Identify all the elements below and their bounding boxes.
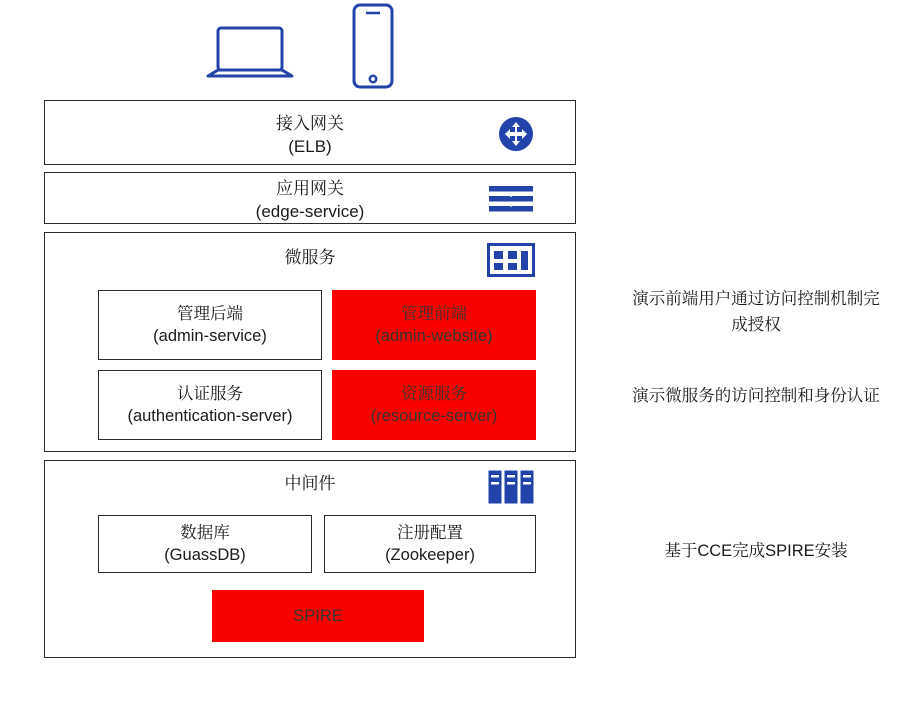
laptop-icon xyxy=(204,24,296,91)
service-admin-service-name: 管理后端 xyxy=(177,304,243,323)
annotation-spire-installation: 基于CCE完成SPIRE安装 xyxy=(664,542,848,560)
annotation-frontend-authorization: 演示前端用户通过访问控制机制完成授权 xyxy=(632,290,880,335)
layer-access-gateway-title xyxy=(45,113,575,159)
service-spire[interactable] xyxy=(212,590,424,642)
database-servers-icon xyxy=(487,469,535,510)
service-registry-config-name: 注册配置 xyxy=(397,523,463,542)
service-resource-server-sub: (resource-server) xyxy=(370,407,498,425)
service-registry-config[interactable] xyxy=(324,515,536,573)
annotation-microservice-access-control: 演示微服务的访问控制和身份认证 xyxy=(632,387,880,405)
service-authentication-server-name: 认证服务 xyxy=(177,384,243,403)
service-spire-name: SPIRE xyxy=(293,606,343,625)
service-admin-website[interactable] xyxy=(332,290,536,360)
service-database-sub: (GuassDB) xyxy=(164,546,246,564)
layer-application-gateway-name: 应用网关 xyxy=(276,179,344,198)
layer-access-gateway-sub: (ELB) xyxy=(288,136,332,156)
service-admin-service[interactable] xyxy=(98,290,322,360)
layer-application-gateway[interactable] xyxy=(44,172,576,224)
layer-access-gateway-name: 接入网关 xyxy=(276,114,344,133)
service-authentication-server[interactable] xyxy=(98,370,322,440)
layer-microservices-name: 微服务 xyxy=(284,248,336,267)
layer-access-gateway[interactable] xyxy=(44,100,576,165)
client-devices-group xyxy=(190,2,440,94)
router-icon xyxy=(497,115,535,158)
service-admin-service-sub: (admin-service) xyxy=(153,327,267,345)
service-registry-config-sub: (Zookeeper) xyxy=(385,546,475,564)
microservice-grid-icon xyxy=(487,243,535,282)
service-database[interactable] xyxy=(98,515,312,573)
service-resource-server-name: 资源服务 xyxy=(401,384,467,403)
service-admin-website-name: 管理前端 xyxy=(401,304,467,323)
layer-middleware-name: 中间件 xyxy=(284,474,336,493)
load-balancer-icon xyxy=(487,183,535,222)
service-authentication-server-sub: (authentication-server) xyxy=(127,407,293,425)
layer-application-gateway-sub: (edge-service) xyxy=(255,201,365,221)
mobile-phone-icon xyxy=(342,2,404,99)
service-resource-server[interactable] xyxy=(332,370,536,440)
service-admin-website-sub: (admin-website) xyxy=(375,327,493,345)
service-database-name: 数据库 xyxy=(180,523,230,542)
